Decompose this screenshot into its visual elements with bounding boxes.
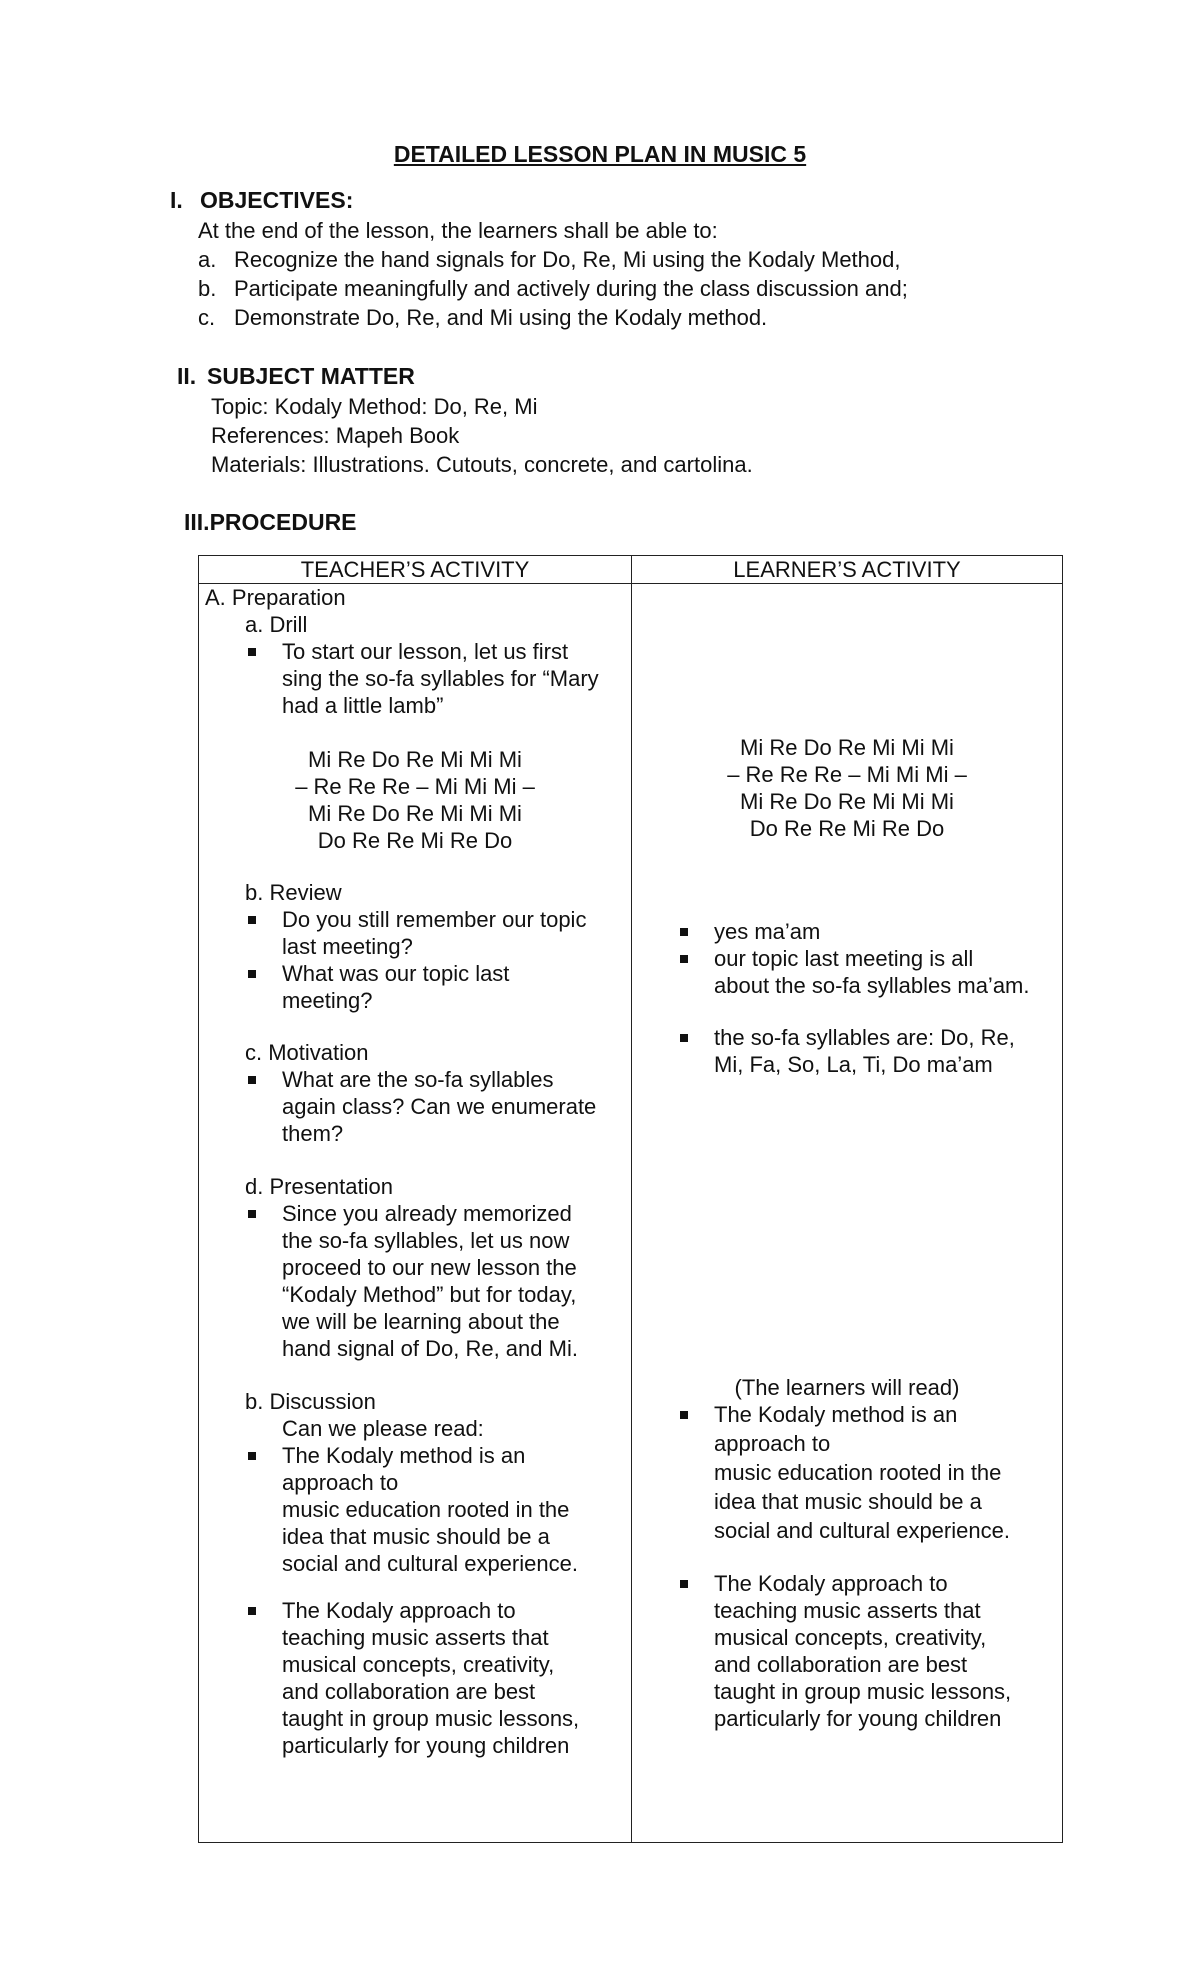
objective-item-b [198,274,908,303]
learner-read-line: The Kodaly approach to [714,1571,948,1596]
procedure-heading [184,508,357,537]
review-question-line: Do you still remember our topic [282,907,587,932]
bullet-icon [248,970,256,978]
discussion-label: b. Discussion [245,1389,376,1414]
song-line: Mi Re Do Re Mi Mi Mi [308,747,522,772]
motivation-label: c. Motivation [245,1040,369,1065]
discussion-line: approach to [282,1470,399,1495]
song-line: Do Re Re Mi Re Do [317,828,513,853]
procedure-numeral: III. [184,509,210,535]
discussion-line: and collaboration are best [282,1679,536,1704]
learner-read-line: musical concepts, creativity, [714,1625,987,1650]
drill-label: a. Drill [245,612,308,637]
drill-line: To start our lesson, let us first [282,639,569,664]
learner-read-line: The Kodaly method is an [714,1402,958,1427]
subject-topic: Topic: Kodaly Method: Do, Re, Mi [211,394,538,419]
learner-read-line: particularly for young children [714,1706,1002,1731]
objective-text: Participate meaningfully and actively during the class discussion and; [234,276,908,301]
procedure-title: PROCEDURE [209,509,357,535]
learner-read-line: taught in group music lessons, [714,1679,1012,1704]
objective-letter: c. [198,305,216,330]
review-question-line: What was our topic last [282,961,510,986]
discussion-line: taught in group music lessons, [282,1706,580,1731]
learner-review-answer-line: about the so-fa syllables ma’am. [714,973,1030,998]
bullet-icon [248,1076,256,1084]
presentation-line: proceed to our new lesson the [282,1255,577,1280]
learner-read-line: approach to [714,1431,831,1456]
objectives-intro: At the end of the lesson, the learners shall be able to: [198,218,718,243]
review-question-line: meeting? [282,988,373,1013]
procedure-table [198,555,1063,1843]
objectives-heading [170,186,353,215]
review-label: b. Review [245,880,342,905]
learner-review-answer-line: our topic last meeting is all [714,946,974,971]
bullet-icon [680,1580,688,1588]
bullet-icon [680,1034,688,1042]
presentation-label: d. Presentation [245,1174,393,1199]
discussion-line: music education rooted in the [282,1497,570,1522]
bullet-icon [248,1607,256,1615]
objective-text: Demonstrate Do, Re, and Mi using the Kodaly method. [234,305,768,330]
review-question-line: last meeting? [282,934,413,959]
discussion-intro: Can we please read: [282,1416,484,1441]
objective-letter: a. [198,247,217,272]
discussion-line: The Kodaly method is an [282,1443,526,1468]
discussion-line: particularly for young children [282,1733,570,1758]
objectives-numeral: I. [170,187,183,213]
drill-line: sing the so-fa syllables for “Mary [282,666,599,691]
learner-read-line: and collaboration are best [714,1652,968,1677]
subject-materials: Materials: Illustrations. Cutouts, concrete, and cartolina. [211,452,753,477]
learner-song-line: – Re Re Re – Mi Mi Mi – [727,762,967,787]
learner-read-line: music education rooted in the [714,1460,1002,1485]
bullet-icon [248,916,256,924]
presentation-line: Since you already memorized [282,1201,572,1226]
learner-read-line: teaching music asserts that [714,1598,981,1623]
learner-read-note: (The learners will read) [734,1375,960,1400]
bullet-icon [680,955,688,963]
learner-read-line: idea that music should be a [714,1489,982,1514]
motivation-line: again class? Can we enumerate [282,1094,597,1119]
preparation-label: A. Preparation [205,585,346,610]
presentation-line: we will be learning about the [282,1309,560,1334]
learner-song-line: Do Re Re Mi Re Do [749,816,945,841]
learner-motivation-line: Mi, Fa, So, La, Ti, Do ma’am [714,1052,993,1077]
bullet-icon [248,648,256,656]
song-line: Mi Re Do Re Mi Mi Mi [308,801,522,826]
subject-matter-title: SUBJECT MATTER [207,363,415,389]
subject-matter-heading [177,362,415,391]
song-line: – Re Re Re – Mi Mi Mi – [295,774,535,799]
learner-review-answer: yes ma’am [714,919,821,944]
objectives-title: OBJECTIVES: [200,187,354,213]
discussion-line: musical concepts, creativity, [282,1652,555,1677]
discussion-line: social and cultural experience. [282,1551,578,1576]
learner-activity-header: LEARNER’S ACTIVITY [733,557,961,582]
bullet-icon [680,928,688,936]
subject-matter-numeral: II. [177,363,197,389]
objective-item-c [198,303,767,332]
presentation-line: hand signal of Do, Re, and Mi. [282,1336,578,1361]
discussion-line: teaching music asserts that [282,1625,549,1650]
teacher-activity-header: TEACHER’S ACTIVITY [300,557,530,582]
motivation-line: them? [282,1121,344,1146]
discussion-line: The Kodaly approach to [282,1598,516,1623]
bullet-icon [680,1411,688,1419]
objective-item-a [198,245,901,274]
objective-letter: b. [198,276,217,301]
bullet-icon [248,1210,256,1218]
presentation-line: “Kodaly Method” but for today, [282,1282,577,1307]
learner-read-line: social and cultural experience. [714,1518,1010,1543]
learner-motivation-line: the so-fa syllables are: Do, Re, [714,1025,1015,1050]
subject-references: References: Mapeh Book [211,423,460,448]
discussion-line: idea that music should be a [282,1524,550,1549]
motivation-line: What are the so-fa syllables [282,1067,554,1092]
learner-song-line: Mi Re Do Re Mi Mi Mi [740,789,954,814]
objective-text: Recognize the hand signals for Do, Re, Mi using the Kodaly Method, [234,247,901,272]
learner-song-line: Mi Re Do Re Mi Mi Mi [740,735,954,760]
drill-line: had a little lamb” [282,693,444,718]
page-title: DETAILED LESSON PLAN IN MUSIC 5 [393,141,807,167]
bullet-icon [248,1452,256,1460]
presentation-line: the so-fa syllables, let us now [282,1228,570,1253]
